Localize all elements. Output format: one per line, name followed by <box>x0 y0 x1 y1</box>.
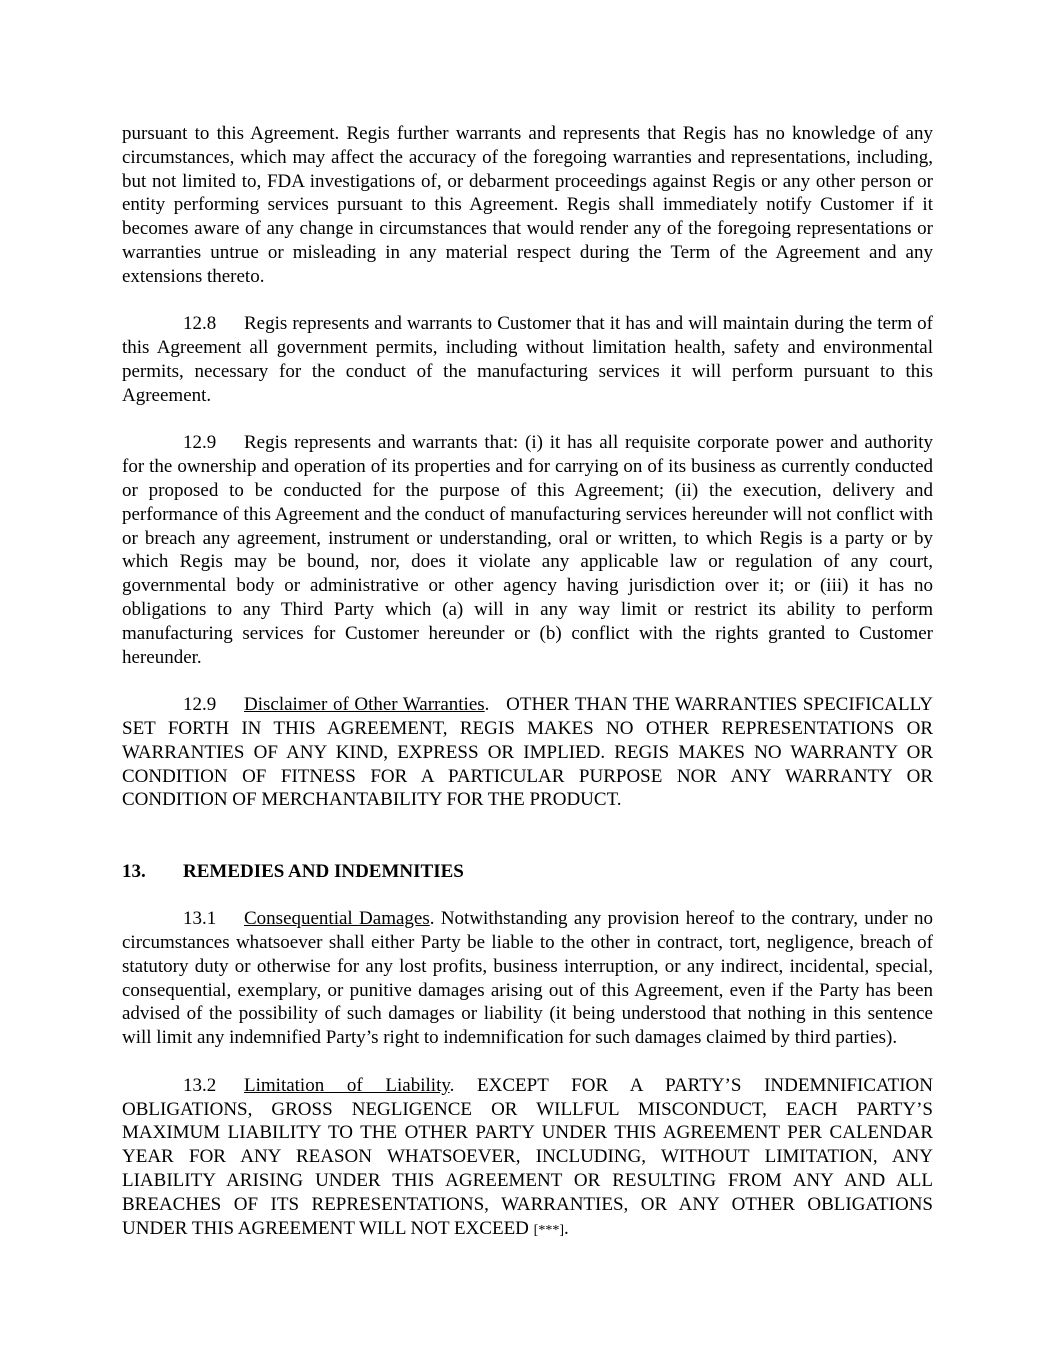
section-end: . <box>563 1217 569 1239</box>
section-text: . Notwithstanding any provision hereof to the contrary, under no circumstances whatsoever shall either Party be liable to the other in contract, tort, negligence, breach of statutory duty or otherwise for any lost profits, business interruption, or any indirect, incidental, special, consequential, exemplary, or punitive damages arising out of this Agreement, even if the Party has been advised of the possibility of such damages or liability (it being understood that nothing in this sentence will limit any indemnified Party’s right to indemnification for such damages claimed by third parties). <box>122 908 933 1049</box>
section-caption: Disclaimer of Other Warranties <box>244 694 485 716</box>
section-text: Regis represents and warrants that: (i) it has all requisite corporate power and authority for the ownership and operation of its properties and for carrying on of its business as currently conducted or proposed to be conducted for the purpose of this Agreement; (ii) the execution, delivery and performance of this Agreement and the conduct of manufacturing services hereunder will not conflict with or breach any agreement, instrument or understanding, oral or written, to which Regis is a party or by which Regis may be bound, nor, does it violate any applicable law or regulation of any court, governmental body or administrative or other agency having jurisdiction over it; or (iii) it has no obligations to any Third Party which (a) will in any way limit or restrict its ability to perform manufacturing services for Customer hereunder or (b) conflict with the rights granted to Customer hereunder. <box>122 432 933 668</box>
redaction-mark: [***] <box>533 1222 564 1238</box>
section-text: Regis represents and warrants to Customer that it has and will maintain during the term of this Agreement all government permits, including without limitation health, safety and environmental permits, necessary for the conduct of the manufacturing services it will perform pursuant to this Agreement. <box>122 313 933 406</box>
section-caption: Limitation of Liability <box>244 1074 450 1096</box>
document-page <box>122 122 938 1242</box>
heading-title: REMEDIES AND INDEMNITIES <box>183 860 464 882</box>
continuation-paragraph: pursuant to this Agreement. Regis further warrants and represents that Regis has no knowledge of any circumstances, which may affect the accuracy of the foregoing warranties and representations, including, but not limited to, FDA investigations of, or debarment proceedings against Regis or any other person or entity performing services pursuant to this Agreement. Regis shall immediately notify Customer if it becomes aware of any change in circumstances that would render any of the foregoing representations or warranties untrue or misleading in any material respect during the Term of the Agreement and any extensions thereto. <box>122 123 933 287</box>
section-13-heading <box>122 860 933 884</box>
section-12-9-representations <box>122 431 933 669</box>
section-caption: Consequential Damages <box>244 908 430 930</box>
section-text: . OTHER THAN THE WARRANTIES SPECIFICALLY SET FORTH IN THIS AGREEMENT, REGIS MAKES NO OTHER REPRESENTATIONS OR WARRANTIES OF ANY KIND, EXPRESS OR IMPLIED. REGIS MAKES NO WARRANTY OR CONDITION OF FITNESS FOR A PARTICULAR PURPOSE NOR ANY WARRANTY OR CONDITION OF MERCHANTABILITY FOR THE PRODUCT. <box>122 694 938 811</box>
section-12-8 <box>122 312 933 407</box>
section-number: 12.8 <box>183 313 217 335</box>
section-number: 12.9 <box>183 432 217 454</box>
heading-number: 13. <box>122 860 146 882</box>
section-12-9-disclaimer <box>122 693 938 812</box>
section-13-1 <box>122 907 933 1050</box>
section-13-2 <box>122 1074 933 1243</box>
section-text: . EXCEPT FOR A PARTY’S INDEMNIFICATION OBLIGATIONS, GROSS NEGLIGENCE OR WILLFUL MISCONDUCT, EACH PARTY’S MAXIMUM LIABILITY TO THE OTHER PARTY UNDER THIS AGREEMENT PER CALENDAR YEAR FOR ANY REASON WHATSOEVER, INCLUDING, WITHOUT LIMITATION, ANY LIABILITY ARISING UNDER THIS AGREEMENT OR RESULTING FROM ANY AND ALL BREACHES OF ITS REPRESENTATIONS, WARRANTIES, OR ANY OTHER OBLIGATIONS UNDER THIS AGREEMENT WILL NOT EXCEED <box>122 1074 933 1239</box>
section-number: 13.1 <box>183 908 217 930</box>
section-number: 13.2 <box>183 1074 217 1096</box>
section-number: 12.9 <box>183 694 217 716</box>
